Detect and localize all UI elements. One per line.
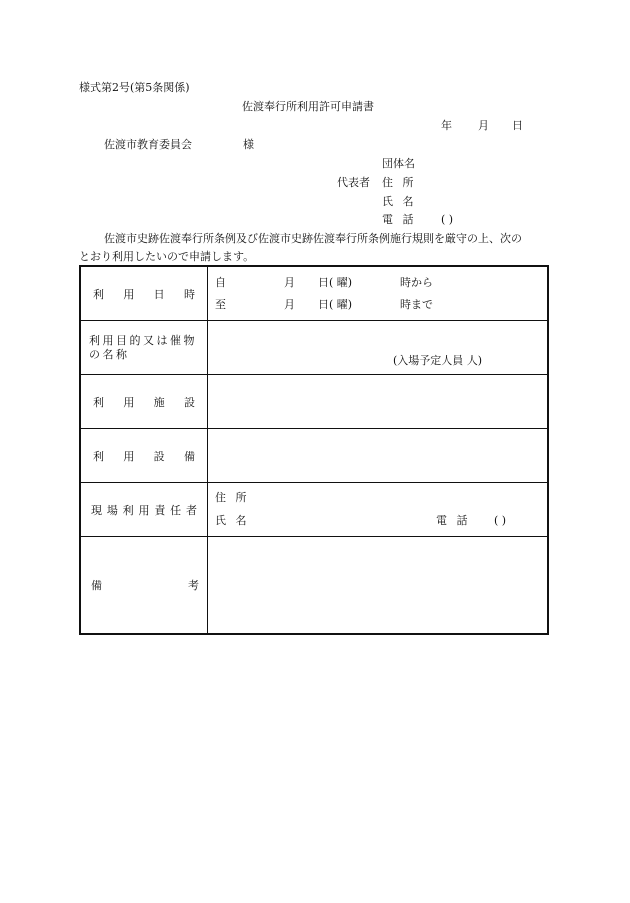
table-column-divider [207,267,208,633]
row-divider [81,536,547,537]
datetime-to: 至 [215,298,226,311]
representative-label: 代表者 [337,176,370,189]
address-label: 住 所 [382,176,417,189]
statement-line-2: とおり利用したいので申請します。 [79,250,255,263]
expected-attendance: (入場予定人員 人) [393,354,483,367]
manager-phone-label: 電 話 [436,514,471,527]
phone-label: 電 話 [382,213,417,226]
date-day: 日 [512,119,523,132]
label-remarks: 備 考 [91,579,199,592]
manager-phone-paren: ( ) [494,514,507,527]
form-title: 佐渡奉行所利用許可申請書 [242,100,374,113]
datetime-from-month: 月 [284,276,295,289]
datetime-from: 自 [215,276,226,289]
label-site-manager: 現 場 利 用 責 任 者 [91,504,197,517]
honorific: 様 [243,138,254,151]
phone-paren: ( ) [441,213,454,226]
label-equipment: 利 用 設 備 [93,450,195,463]
manager-name-label: 氏 名 [215,514,250,527]
application-table [79,265,549,635]
row-divider [81,374,547,375]
row-divider [81,320,547,321]
label-usage-datetime: 利 用 日 時 [93,288,195,301]
row-divider [81,428,547,429]
datetime-from-day: 日( 曜) [318,276,353,289]
manager-address-label: 住 所 [215,491,250,504]
label-facility: 利 用 施 設 [93,396,195,409]
statement-line-1: 佐渡市史跡佐渡奉行所条例及び佐渡市史跡佐渡奉行所条例施行規則を厳守の上、次の [104,232,522,245]
name-label: 氏 名 [382,195,417,208]
datetime-to-month: 月 [284,298,295,311]
datetime-to-time: 時まで [400,298,433,311]
group-name-label: 団体名 [382,157,415,170]
label-purpose: 利用目的又は催物の名称 [89,334,197,361]
datetime-to-day: 日( 曜) [318,298,353,311]
form-number: 様式第2号(第5条関係) [79,81,190,94]
date-year: 年 [441,119,452,132]
date-month: 月 [478,119,489,132]
addressee: 佐渡市教育委員会 [104,138,192,151]
row-divider [81,482,547,483]
datetime-from-time: 時から [400,276,433,289]
